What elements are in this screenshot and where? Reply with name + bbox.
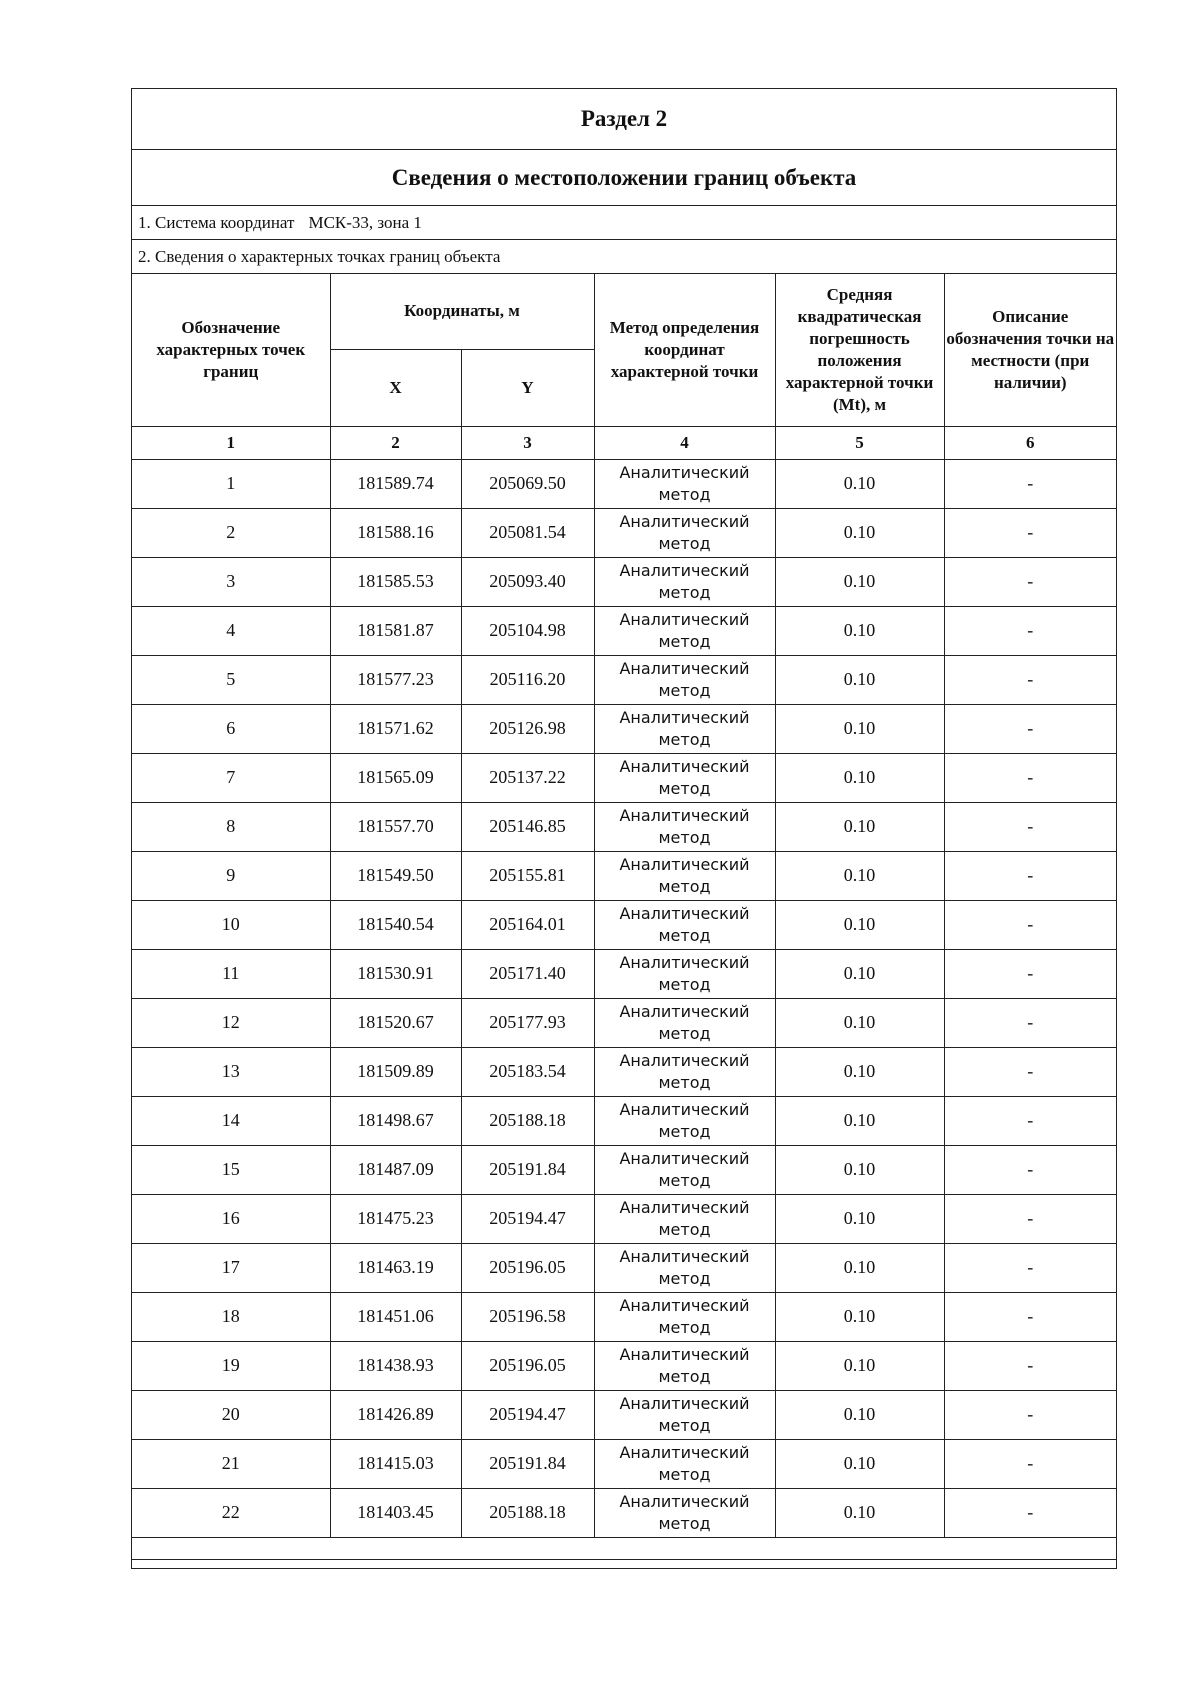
- method-cell: Аналитический метод: [594, 1439, 775, 1488]
- error-cell: 0.10: [775, 655, 944, 704]
- error-cell: 0.10: [775, 508, 944, 557]
- table-row: [132, 753, 1116, 802]
- x-coordinate-cell: 181577.23: [330, 655, 461, 704]
- coord-system-label: 1. Система координат: [138, 212, 295, 232]
- error-cell: 0.10: [775, 753, 944, 802]
- y-coordinate-cell: 205191.84: [461, 1145, 594, 1194]
- error-cell: 0.10: [775, 557, 944, 606]
- point-number-cell: 2: [132, 508, 330, 557]
- table-row: [132, 1194, 1116, 1243]
- error-cell: 0.10: [775, 802, 944, 851]
- header-method: Метод определения координат характерной точки: [594, 274, 775, 426]
- point-number-cell: 16: [132, 1194, 330, 1243]
- header-designation: Обозначение характерных точек границ: [132, 274, 330, 426]
- y-coordinate-cell: 205194.47: [461, 1194, 594, 1243]
- y-coordinate-cell: 205126.98: [461, 704, 594, 753]
- x-coordinate-cell: 181438.93: [330, 1341, 461, 1390]
- y-coordinate-cell: 205191.84: [461, 1439, 594, 1488]
- x-coordinate-cell: 181520.67: [330, 998, 461, 1047]
- error-cell: 0.10: [775, 1390, 944, 1439]
- method-cell: Аналитический метод: [594, 1145, 775, 1194]
- method-cell: Аналитический метод: [594, 802, 775, 851]
- point-number-cell: 17: [132, 1243, 330, 1292]
- y-coordinate-cell: 205069.50: [461, 459, 594, 508]
- description-cell: -: [944, 459, 1116, 508]
- x-coordinate-cell: 181571.62: [330, 704, 461, 753]
- table-row: [132, 802, 1116, 851]
- table-row: [132, 1439, 1116, 1488]
- y-coordinate-cell: 205196.05: [461, 1341, 594, 1390]
- method-cell: Аналитический метод: [594, 851, 775, 900]
- x-coordinate-cell: 181487.09: [330, 1145, 461, 1194]
- description-cell: -: [944, 900, 1116, 949]
- description-cell: -: [944, 802, 1116, 851]
- method-cell: Аналитический метод: [594, 949, 775, 998]
- header-row: [132, 274, 1116, 349]
- x-coordinate-cell: 181589.74: [330, 459, 461, 508]
- description-cell: -: [944, 606, 1116, 655]
- coord-system-line: [132, 206, 1116, 240]
- method-cell: Аналитический метод: [594, 900, 775, 949]
- x-coordinate-cell: 181498.67: [330, 1096, 461, 1145]
- x-coordinate-cell: 181451.06: [330, 1292, 461, 1341]
- description-cell: -: [944, 1145, 1116, 1194]
- description-cell: -: [944, 998, 1116, 1047]
- description-cell: -: [944, 1292, 1116, 1341]
- error-cell: 0.10: [775, 1194, 944, 1243]
- table-row: [132, 1145, 1116, 1194]
- y-coordinate-cell: 205104.98: [461, 606, 594, 655]
- y-coordinate-cell: 205081.54: [461, 508, 594, 557]
- y-coordinate-cell: 205146.85: [461, 802, 594, 851]
- column-number: 1: [132, 426, 330, 459]
- error-cell: 0.10: [775, 704, 944, 753]
- method-cell: Аналитический метод: [594, 1047, 775, 1096]
- error-cell: 0.10: [775, 1292, 944, 1341]
- method-cell: Аналитический метод: [594, 1341, 775, 1390]
- x-coordinate-cell: 181540.54: [330, 900, 461, 949]
- header-y: Y: [461, 349, 594, 426]
- column-number: 3: [461, 426, 594, 459]
- table-row: [132, 1341, 1116, 1390]
- header-description: Описание обозначения точки на местности (при наличии): [944, 274, 1116, 426]
- error-cell: 0.10: [775, 1096, 944, 1145]
- point-number-cell: 8: [132, 802, 330, 851]
- method-cell: Аналитический метод: [594, 1194, 775, 1243]
- y-coordinate-cell: 205177.93: [461, 998, 594, 1047]
- x-coordinate-cell: 181557.70: [330, 802, 461, 851]
- header-x: X: [330, 349, 461, 426]
- x-coordinate-cell: 181530.91: [330, 949, 461, 998]
- method-cell: Аналитический метод: [594, 1096, 775, 1145]
- description-cell: -: [944, 704, 1116, 753]
- coord-system-value: МСК-33, зона 1: [308, 212, 422, 232]
- error-cell: 0.10: [775, 1341, 944, 1390]
- x-coordinate-cell: 181463.19: [330, 1243, 461, 1292]
- x-coordinate-cell: 181426.89: [330, 1390, 461, 1439]
- method-cell: Аналитический метод: [594, 655, 775, 704]
- point-number-cell: 20: [132, 1390, 330, 1439]
- point-number-cell: 10: [132, 900, 330, 949]
- x-coordinate-cell: 181403.45: [330, 1488, 461, 1537]
- table-row: [132, 606, 1116, 655]
- point-number-cell: 15: [132, 1145, 330, 1194]
- point-number-cell: 18: [132, 1292, 330, 1341]
- empty-cell: [132, 1537, 1116, 1559]
- table-row: [132, 998, 1116, 1047]
- column-numbers-row: [132, 426, 1116, 459]
- table-row: [132, 851, 1116, 900]
- description-cell: -: [944, 1096, 1116, 1145]
- column-number: 6: [944, 426, 1116, 459]
- table-row: [132, 1096, 1116, 1145]
- error-cell: 0.10: [775, 949, 944, 998]
- y-coordinate-cell: 205171.40: [461, 949, 594, 998]
- point-number-cell: 1: [132, 459, 330, 508]
- error-cell: 0.10: [775, 1243, 944, 1292]
- y-coordinate-cell: 205137.22: [461, 753, 594, 802]
- document-frame: [131, 88, 1117, 1569]
- method-cell: Аналитический метод: [594, 459, 775, 508]
- point-number-cell: 7: [132, 753, 330, 802]
- x-coordinate-cell: 181581.87: [330, 606, 461, 655]
- section-subtitle: Сведения о местоположении границ объекта: [132, 150, 1116, 206]
- method-cell: Аналитический метод: [594, 606, 775, 655]
- y-coordinate-cell: 205196.58: [461, 1292, 594, 1341]
- description-cell: -: [944, 851, 1116, 900]
- description-cell: -: [944, 949, 1116, 998]
- point-number-cell: 11: [132, 949, 330, 998]
- description-cell: -: [944, 753, 1116, 802]
- points-table: [132, 274, 1116, 1560]
- table-row: [132, 1243, 1116, 1292]
- table-row: [132, 459, 1116, 508]
- table-row: [132, 1047, 1116, 1096]
- table-row: [132, 655, 1116, 704]
- error-cell: 0.10: [775, 851, 944, 900]
- point-number-cell: 19: [132, 1341, 330, 1390]
- point-number-cell: 9: [132, 851, 330, 900]
- description-cell: -: [944, 1488, 1116, 1537]
- empty-trailing-row: [132, 1537, 1116, 1559]
- point-number-cell: 6: [132, 704, 330, 753]
- description-cell: -: [944, 1341, 1116, 1390]
- point-number-cell: 14: [132, 1096, 330, 1145]
- error-cell: 0.10: [775, 1047, 944, 1096]
- point-number-cell: 4: [132, 606, 330, 655]
- y-coordinate-cell: 205164.01: [461, 900, 594, 949]
- method-cell: Аналитический метод: [594, 1390, 775, 1439]
- column-number: 5: [775, 426, 944, 459]
- table-row: [132, 704, 1116, 753]
- x-coordinate-cell: 181585.53: [330, 557, 461, 606]
- description-cell: -: [944, 557, 1116, 606]
- method-cell: Аналитический метод: [594, 1488, 775, 1537]
- header-coordinates: Координаты, м: [330, 274, 594, 349]
- table-row: [132, 900, 1116, 949]
- y-coordinate-cell: 205155.81: [461, 851, 594, 900]
- y-coordinate-cell: 205116.20: [461, 655, 594, 704]
- error-cell: 0.10: [775, 900, 944, 949]
- description-cell: -: [944, 1439, 1116, 1488]
- header-error: Средняя квадратическая погрешность положения характерной точки (Mt), м: [775, 274, 944, 426]
- description-cell: -: [944, 655, 1116, 704]
- column-number: 4: [594, 426, 775, 459]
- description-cell: -: [944, 508, 1116, 557]
- y-coordinate-cell: 205188.18: [461, 1488, 594, 1537]
- point-number-cell: 3: [132, 557, 330, 606]
- column-number: 2: [330, 426, 461, 459]
- y-coordinate-cell: 205196.05: [461, 1243, 594, 1292]
- x-coordinate-cell: 181565.09: [330, 753, 461, 802]
- method-cell: Аналитический метод: [594, 557, 775, 606]
- description-cell: -: [944, 1390, 1116, 1439]
- points-table-body: [132, 459, 1116, 1559]
- method-cell: Аналитический метод: [594, 704, 775, 753]
- table-row: [132, 1488, 1116, 1537]
- x-coordinate-cell: 181588.16: [330, 508, 461, 557]
- method-cell: Аналитический метод: [594, 998, 775, 1047]
- error-cell: 0.10: [775, 459, 944, 508]
- y-coordinate-cell: 205194.47: [461, 1390, 594, 1439]
- table-row: [132, 557, 1116, 606]
- x-coordinate-cell: 181475.23: [330, 1194, 461, 1243]
- method-cell: Аналитический метод: [594, 508, 775, 557]
- description-cell: -: [944, 1243, 1116, 1292]
- table-row: [132, 1390, 1116, 1439]
- error-cell: 0.10: [775, 1488, 944, 1537]
- x-coordinate-cell: 181509.89: [330, 1047, 461, 1096]
- error-cell: 0.10: [775, 606, 944, 655]
- table-row: [132, 508, 1116, 557]
- method-cell: Аналитический метод: [594, 1243, 775, 1292]
- description-cell: -: [944, 1047, 1116, 1096]
- error-cell: 0.10: [775, 998, 944, 1047]
- point-number-cell: 5: [132, 655, 330, 704]
- point-number-cell: 13: [132, 1047, 330, 1096]
- point-number-cell: 22: [132, 1488, 330, 1537]
- section-title: Раздел 2: [132, 89, 1116, 150]
- error-cell: 0.10: [775, 1145, 944, 1194]
- point-number-cell: 21: [132, 1439, 330, 1488]
- y-coordinate-cell: 205188.18: [461, 1096, 594, 1145]
- x-coordinate-cell: 181415.03: [330, 1439, 461, 1488]
- points-heading: 2. Сведения о характерных точках границ объекта: [132, 240, 1116, 274]
- method-cell: Аналитический метод: [594, 1292, 775, 1341]
- point-number-cell: 12: [132, 998, 330, 1047]
- table-row: [132, 949, 1116, 998]
- x-coordinate-cell: 181549.50: [330, 851, 461, 900]
- table-row: [132, 1292, 1116, 1341]
- method-cell: Аналитический метод: [594, 753, 775, 802]
- description-cell: -: [944, 1194, 1116, 1243]
- y-coordinate-cell: 205183.54: [461, 1047, 594, 1096]
- y-coordinate-cell: 205093.40: [461, 557, 594, 606]
- error-cell: 0.10: [775, 1439, 944, 1488]
